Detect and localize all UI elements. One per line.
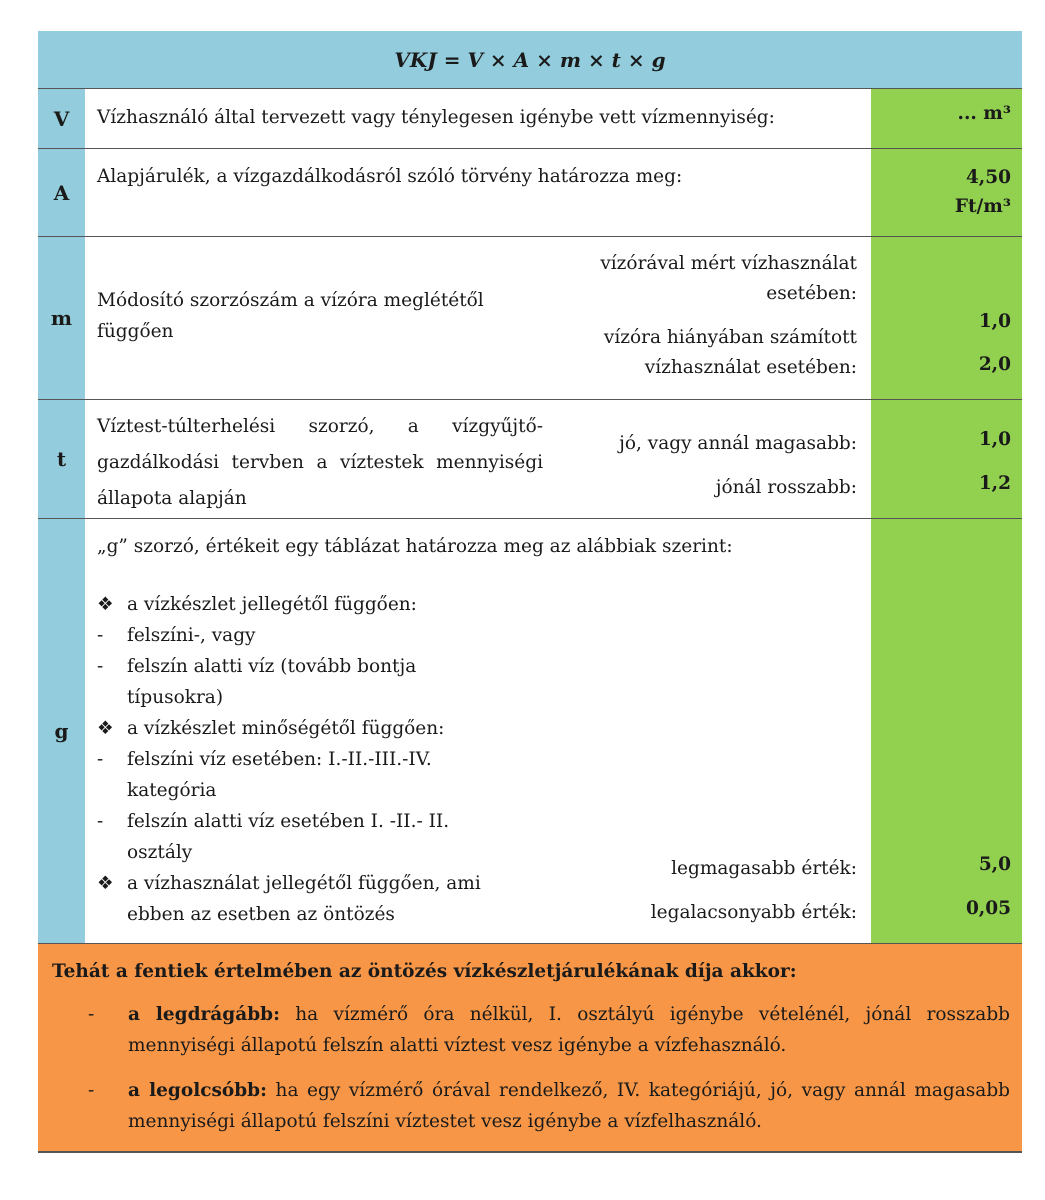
row-value-m bbox=[871, 237, 1022, 399]
list-item-text: felszíni víz esetében: I.-II.-III.-IV. kategória bbox=[127, 749, 432, 801]
list-marker: - bbox=[97, 811, 104, 832]
list-item bbox=[97, 868, 517, 930]
value-text-m-2: 2,0 bbox=[978, 354, 1011, 375]
row-label-m: m bbox=[38, 237, 85, 399]
conclusion-dash: - bbox=[88, 1080, 95, 1101]
list-item-text: a vízkészlet minőségétől függően: bbox=[127, 718, 445, 739]
list-marker: ❖ bbox=[97, 873, 114, 894]
row-g bbox=[38, 519, 1022, 944]
list-item-text: felszín alatti víz esetében I. -II.- II. osztály bbox=[127, 811, 450, 863]
g-criteria-list bbox=[97, 589, 517, 930]
list-item-text: felszíni-, vagy bbox=[127, 625, 256, 646]
value-text-g-1: 5,0 bbox=[978, 854, 1011, 875]
row-label-v: V bbox=[38, 89, 85, 148]
value-text-g-2: 0,05 bbox=[965, 898, 1011, 919]
option-text-g-2: legalacsonyabb érték: bbox=[650, 902, 857, 923]
conclusion-lead: Tehát a fentiek értelmében az öntözés vízkészletjárulékának díja akkor: bbox=[52, 961, 797, 982]
option-text-m-2: vízóra hiányában számított vízhasználat esetében: bbox=[603, 327, 857, 378]
option-text-m-1: vízórával mért vízhasználat esetében: bbox=[600, 253, 857, 304]
desc-text-v: Vízhasználó által tervezett vagy ténylegesen igénybe vett vízmennyiség: bbox=[97, 107, 775, 128]
conclusion-item bbox=[52, 1075, 1010, 1137]
list-marker: - bbox=[97, 656, 104, 677]
value-text-t-1: 1,0 bbox=[978, 429, 1011, 450]
row-value-t bbox=[871, 400, 1022, 518]
formula-header bbox=[38, 31, 1022, 89]
conclusion-body: ha egy vízmérő órával rendelkező, IV. kategóriájú, jó, vagy annál magasabb mennyiségi állapotú felszíni víztestet vesz igénybe a vízfelhasználó. bbox=[128, 1080, 1011, 1132]
list-marker: - bbox=[97, 749, 104, 770]
row-value-g bbox=[871, 519, 1022, 943]
option-text-t-2: jónál rosszabb: bbox=[715, 477, 857, 498]
value-text-v: ... m³ bbox=[957, 103, 1011, 124]
conclusion-bold: a legdrágább: bbox=[128, 1004, 280, 1025]
desc-text-a: Alapjárulék, a vízgazdálkodásról szóló törvény határozza meg: bbox=[97, 166, 683, 187]
list-item bbox=[97, 713, 517, 744]
conclusion-item bbox=[52, 999, 1010, 1061]
formula-text: VKJ = V × A × m × t × g bbox=[394, 47, 666, 72]
g-intro-text: „g” szorzó, értékeit egy táblázat határozza meg az alábbiak szerint: bbox=[97, 536, 733, 557]
list-item bbox=[97, 620, 517, 651]
desc-text-t: Víztest-túlterhelési szorzó, a vízgyűjtő-gazdálkodási tervben a víztestek mennyiségi állapota alapján bbox=[97, 416, 543, 509]
conclusion-body: ha vízmérő óra nélkül, I. osztályú igénybe vételénél, jónál rosszabb mennyiségi állapotú felszín alatti víztest vesz igénybe a vízfehasználó. bbox=[128, 1004, 1010, 1056]
list-item-text: a vízkészlet jellegétől függően: bbox=[127, 594, 417, 615]
conclusion-text bbox=[128, 1075, 1010, 1137]
list-marker: ❖ bbox=[97, 718, 114, 739]
list-item-text: a vízhasználat jellegétől függően, ami ebben az esetben az öntözés bbox=[127, 873, 481, 925]
row-value-v bbox=[871, 89, 1022, 148]
value-text-a-2: Ft/m³ bbox=[954, 196, 1011, 217]
list-marker: - bbox=[97, 625, 104, 646]
list-item-text: felszín alatti víz (tovább bontja típusokra) bbox=[127, 656, 417, 708]
conclusion-text bbox=[128, 999, 1010, 1061]
conclusion-dash: - bbox=[88, 1004, 95, 1025]
value-text-a-1: 4,50 bbox=[965, 167, 1011, 188]
row-t bbox=[38, 400, 1022, 519]
desc-text-m: Módosító szorzószám a vízóra meglététől függően bbox=[97, 290, 484, 342]
row-desc-v bbox=[85, 89, 871, 148]
row-desc-m bbox=[85, 237, 871, 399]
conclusion-bold: a legolcsóbb: bbox=[128, 1080, 267, 1101]
row-v bbox=[38, 89, 1022, 149]
row-a bbox=[38, 149, 1022, 237]
list-item bbox=[97, 744, 517, 806]
option-text-g-1: legmagasabb érték: bbox=[671, 858, 857, 879]
row-value-a bbox=[871, 149, 1022, 236]
vkj-table bbox=[38, 31, 1022, 1153]
row-desc-g bbox=[85, 519, 871, 943]
row-m bbox=[38, 237, 1022, 400]
conclusion-box bbox=[38, 944, 1022, 1153]
row-desc-a bbox=[85, 149, 871, 236]
row-label-g: g bbox=[38, 519, 85, 943]
list-item bbox=[97, 806, 517, 868]
list-marker: ❖ bbox=[97, 594, 114, 615]
option-text-t-1: jó, vagy annál magasabb: bbox=[619, 433, 857, 454]
value-text-m-1: 1,0 bbox=[978, 311, 1011, 332]
row-desc-t bbox=[85, 400, 871, 518]
row-label-a: A bbox=[38, 149, 85, 236]
list-item bbox=[97, 589, 517, 620]
value-text-t-2: 1,2 bbox=[978, 473, 1011, 494]
row-label-t: t bbox=[38, 400, 85, 518]
list-item bbox=[97, 651, 517, 713]
